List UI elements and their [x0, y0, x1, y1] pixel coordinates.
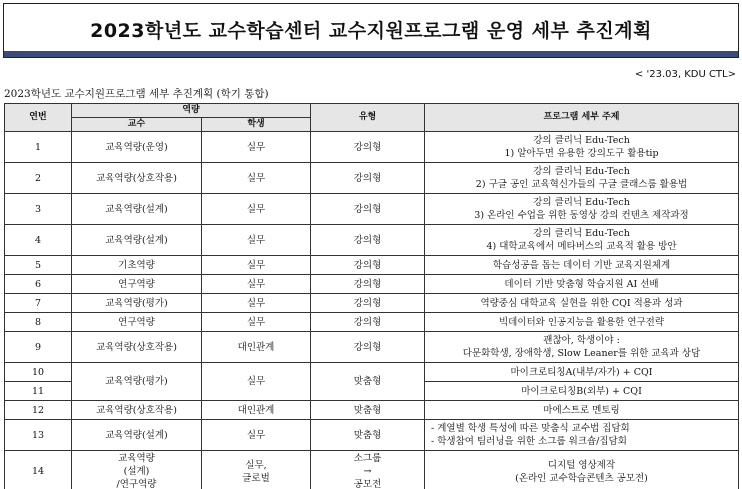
cell-topic: 마이크로티칭A(내부/자가) + CQI: [425, 363, 739, 382]
cell-type: 맞춤형: [311, 363, 425, 401]
table-row: [5, 132, 739, 163]
cell-no: 5: [5, 256, 72, 275]
page-title: 2023학년도 교수학습센터 교수지원프로그램 운영 세부 추진계획: [90, 20, 652, 42]
cell-student: 실무: [202, 132, 311, 163]
cell-student: 실무: [202, 294, 311, 313]
cell-type: 강의형: [311, 294, 425, 313]
cell-topic: 괜찮아, 학생이야 : 다문화학생, 장애학생, Slow Leaner를 위한 교육과 상담: [425, 332, 739, 363]
header-no: 연번: [5, 104, 72, 132]
cell-no: 3: [5, 194, 72, 225]
table-row: [5, 332, 739, 363]
cell-type: 소그룹 → 공모전: [311, 451, 425, 489]
cell-topic: 강의 클리닉 Edu-Tech 3) 온라인 수업을 위한 동영상 강의 컨텐츠 제작과정: [425, 194, 739, 225]
cell-student: 실무: [202, 225, 311, 256]
cell-topic: 역량중심 대학교육 실현을 위한 CQI 적용과 성과: [425, 294, 739, 313]
table-row: [5, 194, 739, 225]
cell-no: 12: [5, 401, 72, 420]
cell-no: 10: [5, 363, 72, 382]
cell-topic: 학습성공을 돕는 데이터 기반 교육지원체계: [425, 256, 739, 275]
table-row: [5, 363, 739, 382]
table-row: [5, 313, 739, 332]
header-student: 학생: [202, 118, 311, 132]
cell-professor: 교육역량(상호작용): [72, 332, 202, 363]
cell-student: 대인관계: [202, 332, 311, 363]
header-type: 유형: [311, 104, 425, 132]
cell-student: 실무: [202, 256, 311, 275]
cell-professor: 교육역량(설계): [72, 225, 202, 256]
cell-student: 실무: [202, 363, 311, 401]
cell-student: 실무: [202, 194, 311, 225]
table-row: [5, 256, 739, 275]
cell-professor: 기초역량: [72, 256, 202, 275]
cell-no: 9: [5, 332, 72, 363]
cell-professor: 교육역량(상호작용): [72, 163, 202, 194]
cell-type: 강의형: [311, 163, 425, 194]
cell-type: 강의형: [311, 256, 425, 275]
cell-no: 8: [5, 313, 72, 332]
header-topic: 프로그램 세부 주제: [425, 104, 739, 132]
cell-topic: 데이터 기반 맞춤형 학습지원 AI 선배: [425, 275, 739, 294]
cell-student: 대인관계: [202, 401, 311, 420]
cell-professor: 교육역량(평가): [72, 294, 202, 313]
cell-professor: 교육역량 (설계) /연구역량: [72, 451, 202, 489]
source-note: < '23.03, KDU CTL>: [634, 69, 736, 80]
table-row: [5, 275, 739, 294]
cell-no: 1: [5, 132, 72, 163]
title-box: [3, 3, 739, 58]
cell-topic: 강의 클리닉 Edu-Tech 1) 알아두면 유용한 강의도구 활용tip: [425, 132, 739, 163]
cell-no: 11: [5, 382, 72, 401]
cell-no: 2: [5, 163, 72, 194]
cell-no: 6: [5, 275, 72, 294]
cell-type: 강의형: [311, 275, 425, 294]
cell-topic: 빅데이터와 인공지능을 활용한 연구전략: [425, 313, 739, 332]
cell-professor: 교육역량(설계): [72, 194, 202, 225]
cell-type: 강의형: [311, 194, 425, 225]
cell-student: 실무, 글로벌: [202, 451, 311, 489]
table-row: [5, 294, 739, 313]
cell-professor: 연구역량: [72, 313, 202, 332]
cell-professor: 연구역량: [72, 275, 202, 294]
cell-type: 강의형: [311, 132, 425, 163]
cell-professor: 교육역량(평가): [72, 363, 202, 401]
cell-topic: 강의 클리닉 Edu-Tech 4) 대학교육에서 메타버스의 교육적 활용 방안: [425, 225, 739, 256]
cell-student: 실무: [202, 163, 311, 194]
cell-type: 강의형: [311, 225, 425, 256]
table-row: [5, 451, 739, 489]
cell-student: 실무: [202, 420, 311, 451]
cell-topic: 디지털 영상제작 (온라인 교수학습콘텐츠 공모전): [425, 451, 739, 489]
cell-topic: 강의 클리닉 Edu-Tech 2) 구글 공인 교육혁신가들의 구글 클래스룸 활용법: [425, 163, 739, 194]
table-row: [5, 163, 739, 194]
cell-topic: 마이크로티칭B(외부) + CQI: [425, 382, 739, 401]
cell-professor: 교육역량(설계): [72, 420, 202, 451]
table-row: [5, 225, 739, 256]
header-competency: 역량: [72, 104, 311, 118]
cell-no: 14: [5, 451, 72, 489]
cell-type: 강의형: [311, 332, 425, 363]
cell-no: 4: [5, 225, 72, 256]
cell-professor: 교육역량(운영): [72, 132, 202, 163]
title-underline-bar: [4, 51, 738, 57]
cell-type: 맞춤형: [311, 401, 425, 420]
cell-topic: - 계열별 학생 특성에 따른 맞춤식 교수법 집담회 - 학생참여 팀러닝을 위한 소그룹 워크숍/집담회: [425, 420, 739, 451]
program-plan-table: [4, 103, 739, 489]
cell-professor: 교육역량(상호작용): [72, 401, 202, 420]
table-row: [5, 420, 739, 451]
table-subtitle: 2023학년도 교수지원프로그램 세부 추진계획 (학기 통합): [4, 88, 269, 100]
cell-student: 실무: [202, 275, 311, 294]
cell-student: 실무: [202, 313, 311, 332]
header-professor: 교수: [72, 118, 202, 132]
cell-no: 13: [5, 420, 72, 451]
cell-topic: 마에스트로 멘토링: [425, 401, 739, 420]
cell-type: 맞춤형: [311, 420, 425, 451]
table-row: [5, 401, 739, 420]
cell-type: 강의형: [311, 313, 425, 332]
cell-no: 7: [5, 294, 72, 313]
